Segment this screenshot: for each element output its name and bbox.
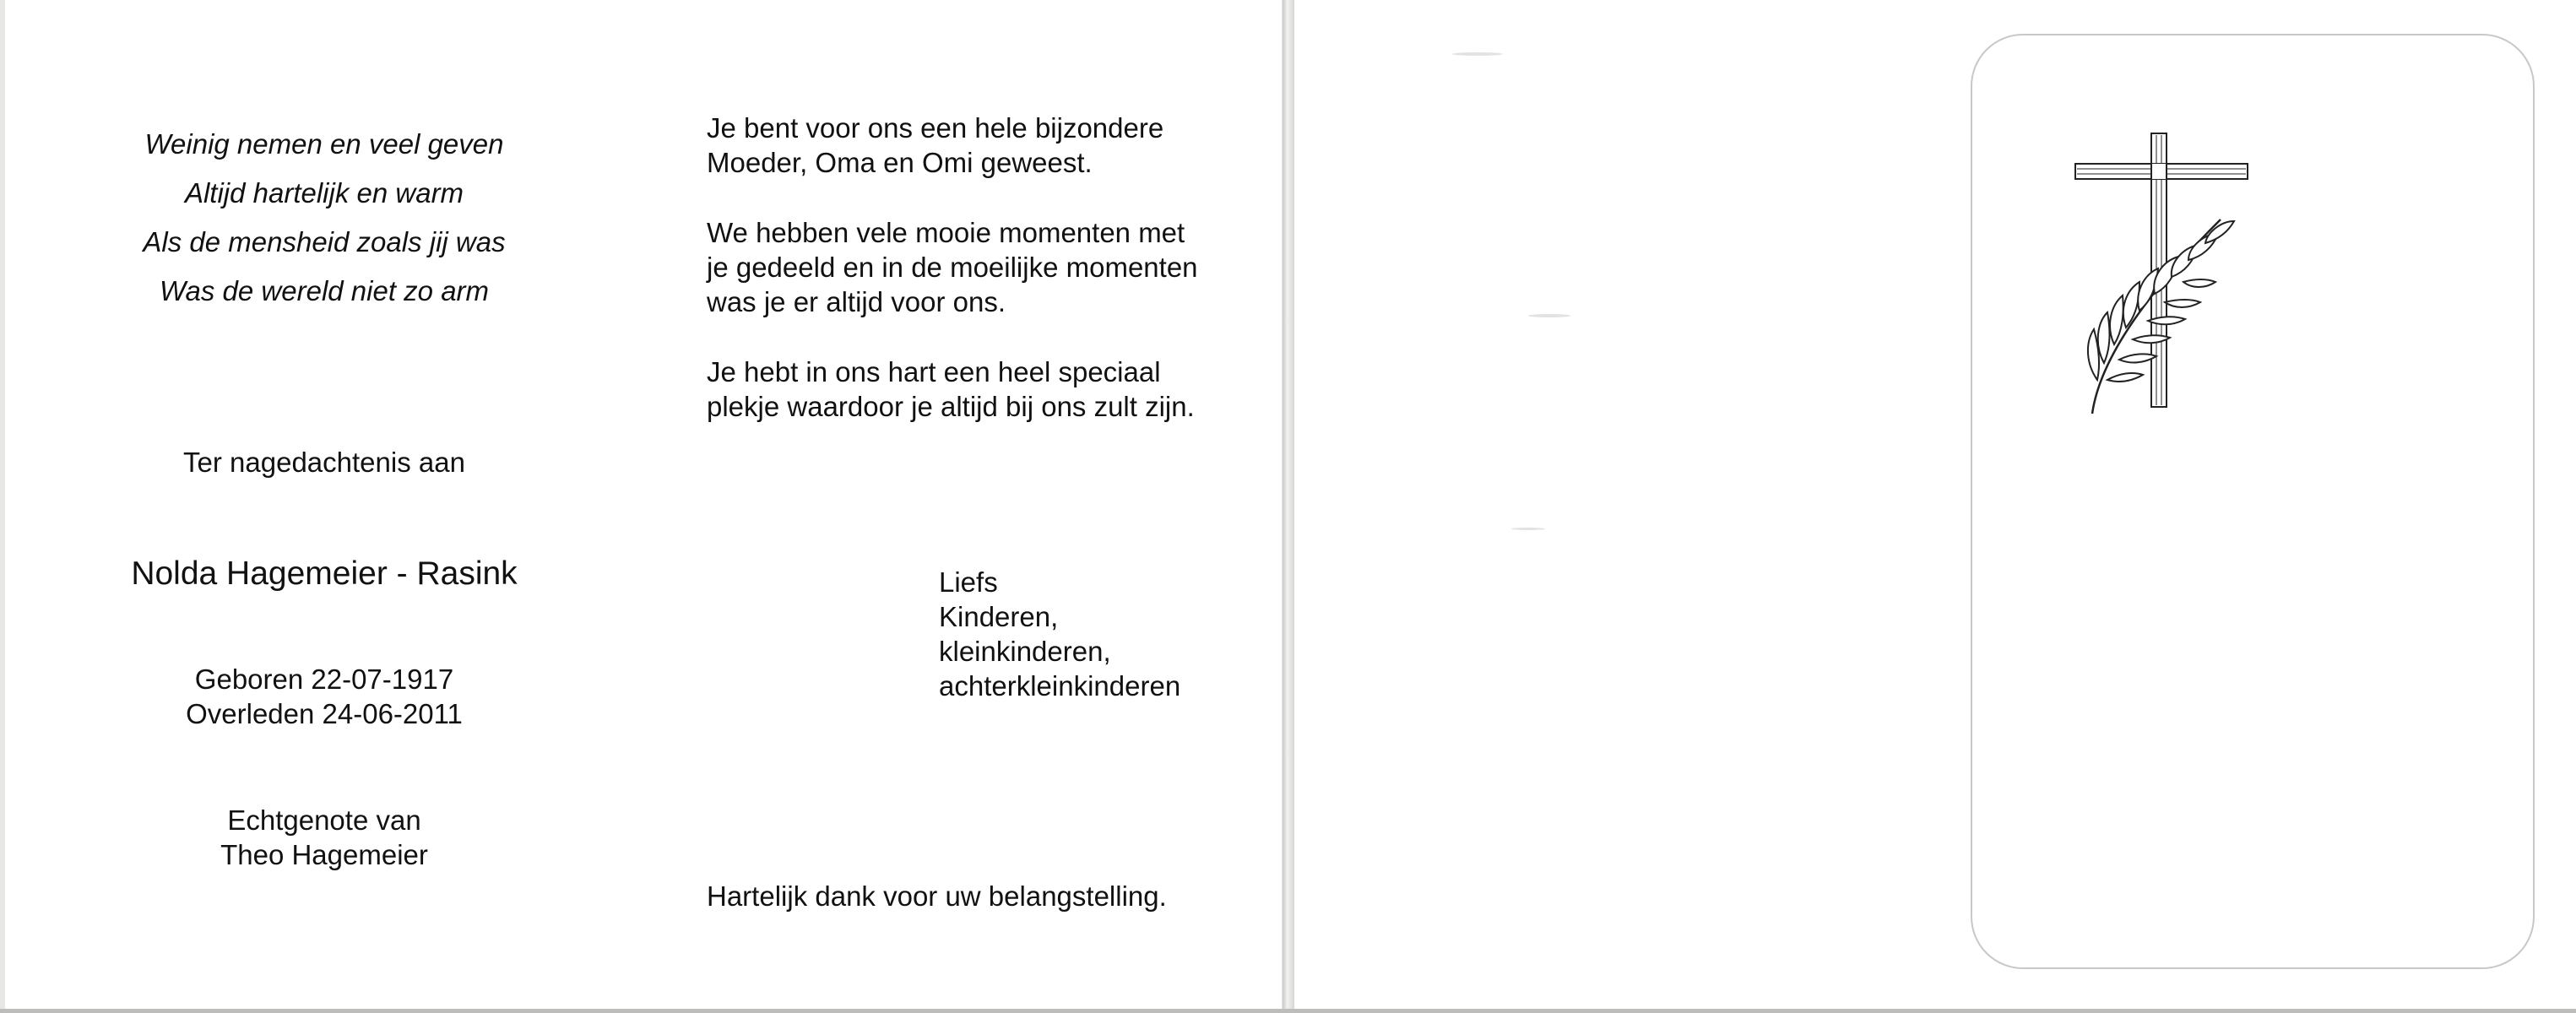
memorial-poem (54, 120, 594, 316)
card-bottom-edge (0, 1009, 2576, 1013)
death-date: Overleden 24-06-2011 (186, 698, 463, 729)
message-line: je gedeeld en in de moeilijke momenten (707, 252, 1198, 283)
thanks-note: Hartelijk dank voor uw belangstelling. (707, 880, 1167, 912)
poem-line: Was de wereld niet zo arm (159, 275, 490, 306)
scan-speck (1452, 52, 1503, 56)
deceased-name: Nolda Hagemeier - Rasink (131, 555, 518, 592)
message-line: plekje waardoor je altijd bij ons zult zijn. (707, 391, 1195, 422)
message-line: Moeder, Oma en Omi geweest. (707, 147, 1093, 178)
message-line: was je er altijd voor ons. (707, 286, 1006, 317)
signoff-line: Kinderen, (939, 601, 1059, 632)
message-line: Je hebt in ons hart een heel speciaal (707, 356, 1161, 387)
signoff-line: achterkleinkinderen (939, 670, 1181, 702)
message-line: We hebben vele mooie momenten met (707, 217, 1185, 248)
scan-speck (1511, 528, 1545, 530)
card-fold (1283, 0, 1294, 1013)
scan-speck (1528, 314, 1570, 317)
message-paragraph (707, 111, 1247, 180)
family-message (707, 111, 1247, 459)
family-signoff (939, 565, 1260, 703)
poem-line: Weinig nemen en veel geven (144, 128, 504, 160)
poem-line: Altijd hartelijk en warm (184, 177, 464, 209)
cross-with-palm-branch-icon (2060, 127, 2263, 431)
message-paragraph (707, 355, 1247, 424)
message-paragraph (707, 215, 1247, 319)
spouse-info (54, 803, 594, 872)
poem-line: Als de mensheid zoals jij was (143, 226, 506, 257)
spouse-label: Echtgenote van (227, 804, 421, 836)
message-line: Je bent voor ons een hele bijzondere (707, 112, 1164, 144)
in-memory-of-label: Ter nagedachtenis aan (183, 447, 465, 478)
signoff-line: kleinkinderen, (939, 636, 1111, 667)
spouse-name: Theo Hagemeier (220, 839, 428, 870)
life-dates (54, 662, 594, 731)
signoff-line: Liefs (939, 566, 998, 598)
birth-date: Geboren 22-07-1917 (194, 664, 454, 695)
